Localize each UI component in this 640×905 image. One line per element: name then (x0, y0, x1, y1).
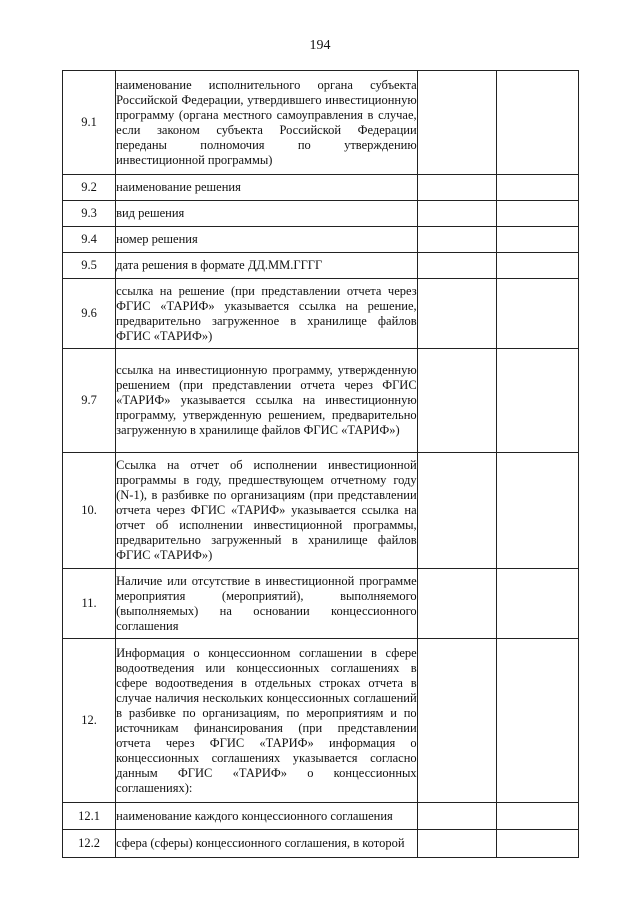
row-number: 10. (63, 453, 116, 569)
row-number: 9.3 (63, 201, 116, 227)
empty-cell (417, 279, 496, 349)
table-row (63, 279, 579, 349)
empty-cell (417, 569, 496, 639)
empty-cell (496, 279, 578, 349)
empty-cell (417, 253, 496, 279)
table-row (63, 253, 579, 279)
row-number: 9.2 (63, 175, 116, 201)
row-description: сфера (сферы) концессионного соглашения, в которой (116, 830, 418, 858)
table-row (63, 71, 579, 175)
table-row (63, 349, 579, 453)
row-number: 11. (63, 569, 116, 639)
row-number: 9.1 (63, 71, 116, 175)
empty-cell (496, 201, 578, 227)
row-description: вид решения (116, 201, 418, 227)
empty-cell (496, 349, 578, 453)
empty-cell (496, 639, 578, 803)
row-number: 9.7 (63, 349, 116, 453)
row-description: дата решения в формате ДД.ММ.ГГГГ (116, 253, 418, 279)
empty-cell (496, 453, 578, 569)
row-description: наименование решения (116, 175, 418, 201)
row-number: 9.6 (63, 279, 116, 349)
empty-cell (496, 830, 578, 858)
row-description: наименование каждого концессионного соглашения (116, 803, 418, 830)
table-row (63, 227, 579, 253)
empty-cell (496, 71, 578, 175)
page-number: 194 (309, 38, 331, 53)
row-description: номер решения (116, 227, 418, 253)
empty-cell (417, 71, 496, 175)
empty-cell (496, 253, 578, 279)
table-row (63, 453, 579, 569)
empty-cell (496, 803, 578, 830)
empty-cell (417, 830, 496, 858)
table-row (63, 803, 579, 830)
table-row (63, 175, 579, 201)
row-number: 12.2 (63, 830, 116, 858)
empty-cell (417, 227, 496, 253)
empty-cell (417, 175, 496, 201)
empty-cell (417, 453, 496, 569)
row-description: ссылка на решение (при представлении отчета через ФГИС «ТАРИФ» указывается ссылка на решение, предварительно загруженное в хранилище файлов ФГИС «ТАРИФ») (116, 279, 418, 349)
row-number: 12. (63, 639, 116, 803)
row-description: Ссылка на отчет об исполнении инвестиционной программы в году, предшествующем отчетному году (N-1), в разбивке по организациям (при представлении отчета через ФГИС «ТАРИФ» указывается ссылка на отчет об исполнении инвестиционной программы, предварительно загруженный в хранилище файлов ФГИС «ТАРИФ») (116, 453, 418, 569)
empty-cell (417, 201, 496, 227)
empty-cell (417, 803, 496, 830)
row-number: 9.4 (63, 227, 116, 253)
row-number: 9.5 (63, 253, 116, 279)
empty-cell (496, 227, 578, 253)
table-row (63, 569, 579, 639)
empty-cell (417, 639, 496, 803)
empty-cell (496, 175, 578, 201)
row-description: наименование исполнительного органа субъекта Российской Федерации, утвердившего инвестиционную программу (органа местного самоуправления в случае, если законом субъекта Российской Федерации переданы полномочия по утверждению инвестиционной программы) (116, 71, 418, 175)
row-description: Наличие или отсутствие в инвестиционной программе мероприятия (мероприятий), выполняемого (выполняемых) на основании концессионного соглашения (116, 569, 418, 639)
table-row (63, 639, 579, 803)
row-number: 12.1 (63, 803, 116, 830)
empty-cell (496, 569, 578, 639)
row-description: Информация о концессионном соглашении в сфере водоотведения или концессионных соглашениях в сфере водоотведения в отдельных строках отчета в случае наличия нескольких концессионных соглашений в разбивке по организациям, по мероприятиям и по источникам финансирования (при представлении отчета через ФГИС «ТАРИФ» информация о концессионных соглашениях указывается согласно данным ФГИС «ТАРИФ» о концессионных соглашениях): (116, 639, 418, 803)
table-row (63, 830, 579, 858)
row-description: ссылка на инвестиционную программу, утвержденную решением (при представлении отчета через ФГИС «ТАРИФ» указывается ссылка на инвестиционную программу, утвержденную решением, предварительно загруженную в хранилище файлов ФГИС «ТАРИФ») (116, 349, 418, 453)
table-row (63, 201, 579, 227)
document-table (62, 70, 579, 858)
empty-cell (417, 349, 496, 453)
